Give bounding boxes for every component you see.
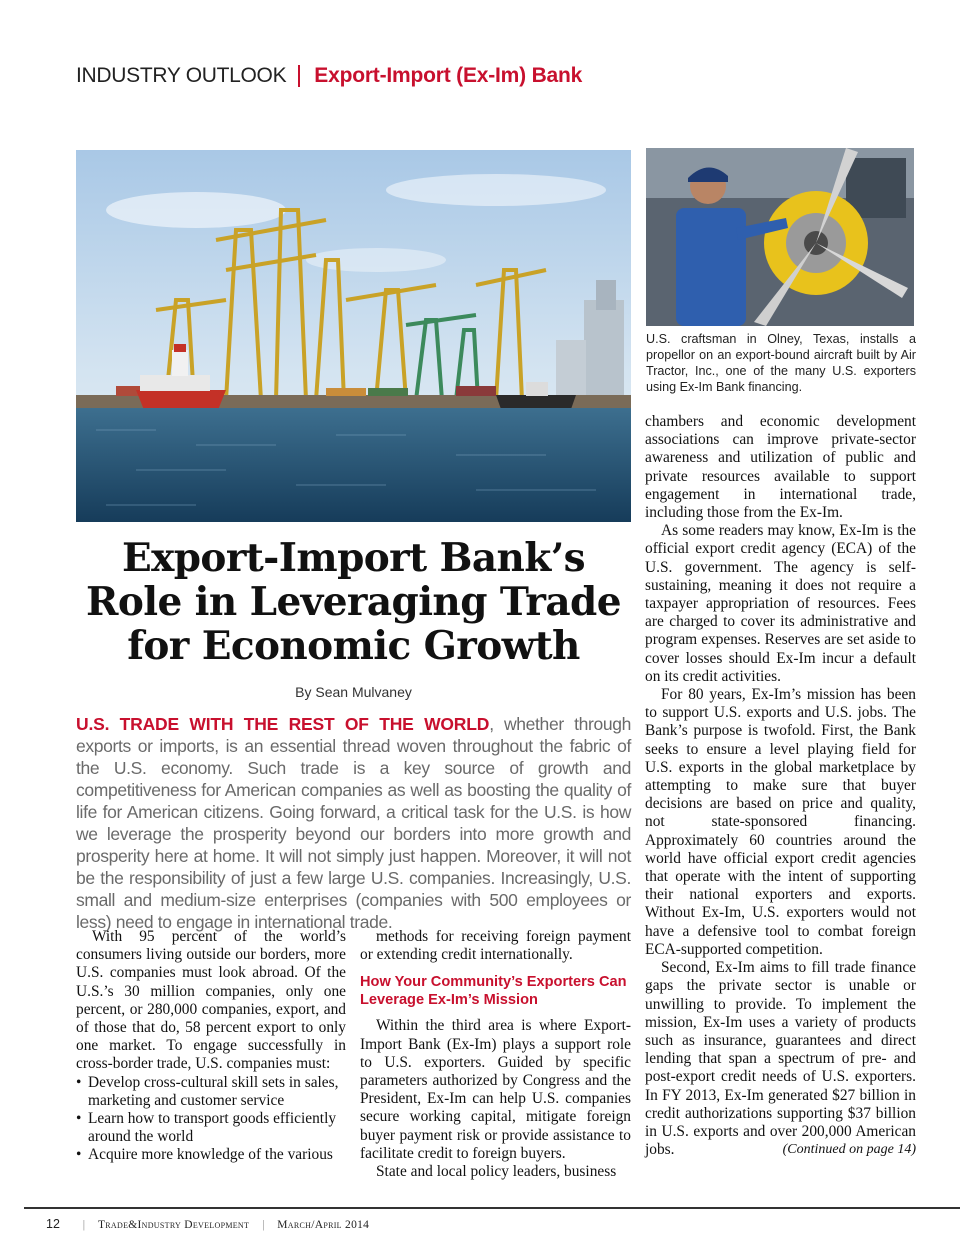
port-cranes-photo: [76, 150, 631, 522]
requirements-list: [76, 1074, 346, 1165]
article-title: [76, 536, 631, 668]
page-footer: [46, 1217, 369, 1231]
col2-paragraph-3: State and local policy leaders, business: [376, 1163, 617, 1181]
section-subhead: How Your Community’s Exporters Can Leverage Ex-Im’s Mission: [360, 974, 627, 1008]
col3-paragraph-1: chambers and economic development associations can improve private-sector awareness and utilization of public and private resources available to support engagement in international trade, including those from the Ex-Im.: [645, 413, 916, 522]
list-item: • Acquire more knowledge of the various: [76, 1146, 346, 1164]
photo-caption: U.S. craftsman in Olney, Texas, installs a propellor on an export-bound aircraft built by Air Tractor, Inc., one of the many U.S. exporters using Ex-Im Bank financing.: [646, 332, 916, 394]
running-header: [76, 60, 582, 92]
header-divider: [298, 65, 300, 87]
craftsman-illustration: [646, 148, 914, 326]
title-line-2: Role in Leveraging Trade: [86, 579, 621, 625]
col3-paragraph-3: For 80 years, Ex-Im’s mission has been to support U.S. exports and U.S. jobs. The Bank’s purpose is twofold. First, the Bank seeks to ensure a level playing field for U.S. exports in the global marketplace by attempting to make sure that buyer decisions are based on price and quality, not state-sponsored financing. Approximately 60 countries around the world have official export credit agencies that operate with the intent of supporting their national exporters and exports. Without Ex-Im, U.S. exporters would not have a defensive tool to combat foreign ECA-supported competition.: [645, 686, 916, 958]
footer-separator: |: [82, 1219, 86, 1231]
footer-rule: [24, 1207, 960, 1209]
footer-separator: |: [262, 1219, 265, 1231]
col2-paragraph-2: Within the third area is where Export-Import Bank (Ex-Im) plays a support role to U.S. exporters. Guided by specific parameters authorized by Congress and the President, Ex-Im can help U.S. companies secure working capital, mitigate foreign buyer payment risk or provide assistance to facilitate credit to foreign buyers.: [360, 1017, 631, 1162]
port-cranes-illustration: [76, 150, 631, 522]
article-deck: [76, 713, 631, 933]
column-2: [360, 928, 631, 1181]
column-1: [76, 928, 346, 1165]
section-label: INDUSTRY OUTLOOK: [76, 64, 287, 87]
continued-note: (Continued on page 14): [782, 1142, 916, 1158]
page-number: 12: [46, 1217, 60, 1231]
byline: By Sean Mulvaney: [295, 684, 412, 700]
col2-paragraph-1: methods for receiving foreign payment or extending credit internationally.: [360, 928, 631, 964]
deck-lead: U.S. TRADE WITH THE REST OF THE WORLD: [76, 714, 490, 734]
list-item: • Develop cross-cultural skill sets in sales, marketing and customer service: [76, 1074, 346, 1110]
publication-name: Trade&Industry Development: [97, 1219, 250, 1231]
column-3: [645, 413, 916, 1159]
list-item: • Learn how to transport goods efficiently around the world: [76, 1110, 346, 1146]
col3-paragraph-4: [645, 959, 916, 1159]
topic-label: Export-Import (Ex-Im) Bank: [314, 64, 583, 87]
title-line-3: for Economic Growth: [127, 623, 580, 669]
col1-paragraph-1: With 95 percent of the world’s consumers living outside our borders, more U.S. companies must look abroad. Of the U.S.’s 30 million companies, only one percent, or 280,000 companies, export, and of those that do, 58 percent export to only one market. To engage successfully in cross-border trade, U.S. companies must:: [76, 928, 346, 1073]
col3-paragraph-4-text: Second, Ex-Im aims to fill trade finance gaps the private sector is unable or unwilling to provide. To implement the mission, Ex-Im uses a variety of products such as insurance, guarantees and direct lending that span a spectrum of pre- and post-export credit needs of U.S. exporters. In FY 2013, Ex-Im generated $27 billion in credit authorizations supporting $37 billion in U.S. exports and over 200,000 American jobs.: [645, 959, 916, 1159]
col3-paragraph-2: As some readers may know, Ex-Im is the official export credit agency (ECA) of the U.S. government. The agency is self-sustaining, meaning it does not require a taxpayer appropriation of resources. Fees are charged to cover its administrative and program expenses. Reserves are set aside to cover losses should Ex-Im incur a default on its credit activities.: [645, 522, 916, 685]
deck-text: , whether through exports or imports, is an essential thread woven throughout the fabric of the U.S. economy. Such trade is a key source of growth and competitiveness for American companies as well as boosting the quality of life for American citizens. Going forward, a critical task for the U.S. is how we leverage the prosperity beyond our borders into more growth and prosperity here at home. It will not simply just happen. Moreover, it will not be the responsibility of just a few large U.S. companies. Increasingly, U.S. small and medium-size enterprises (companies with 500 employees or less) need to engage in international trade.: [76, 714, 631, 932]
issue-date: March/April 2014: [277, 1219, 370, 1231]
title-line-1: Export-Import Bank’s: [121, 535, 586, 581]
aircraft-propeller-photo: [646, 148, 914, 326]
